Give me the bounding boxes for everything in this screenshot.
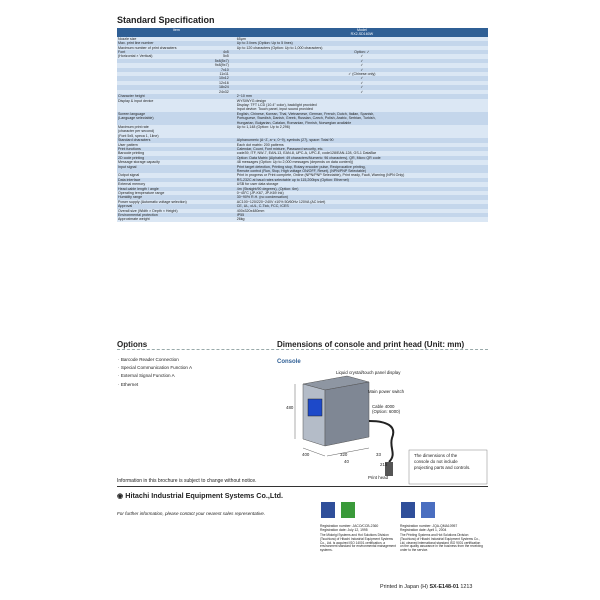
table-cell-item: Font 4x5: [117, 50, 236, 54]
table-cell-value: 400x320x480mm: [236, 209, 488, 213]
company-name: ◉ Hitachi Industrial Equipment Systems Co.,Ltd.: [117, 491, 284, 500]
table-cell-item: Humidity range: [117, 195, 236, 199]
footer-num: 1213: [460, 584, 473, 590]
cert2-reg: Registration number: JQA-QMA10957 Registration date: April 1, 2004: [400, 524, 458, 532]
table-cell-item: External memory: [117, 182, 236, 186]
label-d33: 33: [376, 452, 381, 457]
list-item: · External Signal Function A: [118, 373, 175, 379]
table-cell-value: 0~45°C (JP-K67, JP-K69 Ink): [236, 191, 488, 195]
divider-solid: [117, 486, 488, 487]
table-cell-value: CE, UL, cUL, C-Tick, FCC, ICES: [236, 204, 488, 208]
table-cell-item: 18x24: [117, 85, 236, 89]
table-cell-item: Print functions: [117, 147, 236, 151]
console-side: [325, 382, 369, 446]
jab-logo-icon-2: [401, 502, 415, 518]
hitachi-logo-icon: ◉: [117, 491, 124, 500]
footer: Printed in Japan (H) SX-E148-01 1213: [380, 584, 473, 590]
table-cell-value: USB for user data storage: [236, 182, 488, 186]
cert2-text: The Printing Systems and Hot Solutions Division (Tsuchiura) of Hitachi Industrial Equipment Systems Co., Ltd. cleaned international standard ISO 9001 certification on the quality assurance in the business from the receiving order to the service.: [400, 533, 483, 553]
page-title: Standard Specification: [117, 15, 215, 25]
table-cell-value: 48 messages (Option: Up to 2,000 messages (depends on data content)): [236, 160, 488, 164]
table-row: [117, 112, 488, 125]
table-cell-value: Alphanumeric (A~Z, a~z, 0~9), symbols (27), space: Total 90: [236, 138, 488, 142]
table-cell-value: ✓ (Chinese only): [236, 72, 488, 76]
table-cell-value: RS-232C at baud rates selectable up to 115,200bps (Option: Ethernet): [236, 178, 488, 182]
table-row: [117, 165, 488, 174]
table-cell-value: Up to 1,148 (Option: Up to 2,296): [236, 125, 488, 138]
lcd-screen: [308, 399, 322, 416]
table-cell-value: ✓: [236, 59, 488, 63]
table-cell-value: ✓: [236, 76, 488, 80]
table-cell-value: 30~90% R.H. (no condensation): [236, 195, 488, 199]
table-cell-value: 4m (Straight/90 degrees), (Option: 6m): [236, 187, 488, 191]
table-cell-item: Character height: [117, 94, 236, 98]
table-cell-value: ✓: [236, 68, 488, 72]
table-cell-value: WYSIWYG design Display: TFT LCD (10.4" color), backlight provided Input device: Touch panel, input sound provided: [236, 99, 488, 112]
cable: [369, 421, 393, 462]
contact-text: For further information, please contact your nearest sales representative.: [117, 511, 266, 516]
label-h480: 480: [286, 405, 294, 410]
table-cell-item: 7x10: [117, 68, 236, 72]
header-model: Model: [236, 28, 488, 32]
table-row: [117, 125, 488, 138]
table-cell-item: Approximate weight: [117, 217, 236, 221]
table-cell-value: Each dot matrix: 200 patterns: [236, 143, 488, 147]
table-cell-item: 10x12: [117, 76, 236, 80]
table-cell-item: Barcode printing: [117, 151, 236, 155]
table-cell-value: Up to 120 characters (Option: Up to 1,000 characters): [236, 46, 488, 50]
console-subheading: Console: [277, 359, 301, 365]
table-cell-value: AC100~120/220~240V ±10% 50/60Hz 120VA (AC Inlet): [236, 200, 488, 204]
table-cell-item: 24x32: [117, 90, 236, 94]
table-cell-value: ✓: [236, 85, 488, 89]
table-cell-item: 5x8(5x7): [117, 59, 236, 63]
table-row: [117, 217, 488, 221]
table-cell-item: Input signal: [117, 165, 236, 174]
table-cell-value: Calendar, Count, Font mixture, Password security, etc.: [236, 147, 488, 151]
dimension-note: The dimensions of the console do not include projecting parts and controls.: [414, 453, 471, 470]
table-cell-item: User pattern: [117, 143, 236, 147]
spec-table: [117, 28, 488, 222]
cert1-reg: Registration number: JACO/CCB-2360 Registration date: July 12, 1995: [320, 524, 379, 532]
table-cell-item: Maximum number of print characters: [117, 46, 236, 50]
table-cell-item: 2D code printing: [117, 156, 236, 160]
table-cell-item: Display & input device: [117, 99, 236, 112]
table-cell-value: ✓: [236, 63, 488, 67]
list-item: · Ethernet: [118, 381, 139, 387]
table-cell-value: ✓: [236, 54, 488, 58]
label-lcd: Liquid crystal/touch panel display: [336, 370, 401, 375]
disclaimer: Information in this brochure is subject to change without notice.: [117, 478, 257, 484]
table-cell-value: IP55: [236, 213, 488, 217]
table-cell-item: Operating temperature range: [117, 191, 236, 195]
options-list: [118, 356, 192, 389]
table-cell-value: ✓: [236, 90, 488, 94]
list-item: · Barcode Reader Connection: [118, 357, 179, 362]
list-item: · Special Communication Function A: [118, 365, 193, 371]
table-cell-value: Print in progress or Print complete, Online (NPN/PNP Selectable), Print ready, Fault, Warning (NPN Only): [236, 173, 488, 177]
label-w400: 400: [302, 452, 310, 457]
table-cell-item: Screen language (Language selectable): [117, 112, 236, 125]
table-cell-item: 12x16: [117, 81, 236, 85]
table-cell-item: Max. print line number: [117, 41, 236, 45]
table-cell-item: Approval: [117, 204, 236, 208]
table-cell-item: (Horizontal × Vertical) 5x5: [117, 54, 236, 58]
iso9001-logo-icon: [421, 502, 435, 518]
label-d320: 320: [340, 452, 348, 457]
table-cell-item: 9x8(9x7): [117, 63, 236, 67]
table-cell-item: Overall size (Width × Depth × Height): [117, 209, 236, 213]
table-cell-item: Nozzle size: [117, 37, 236, 41]
table-cell-value: Option: ✓: [236, 50, 488, 54]
dimensions-heading: Dimensions of console and print head (Unit: mm): [277, 340, 465, 349]
table-cell-item: Head cable length / angle: [117, 187, 236, 191]
table-cell-value: 2~10 mm: [236, 94, 488, 98]
table-row: [117, 99, 488, 112]
table-cell-value: ✓: [236, 81, 488, 85]
label-d215: 215: [380, 462, 388, 467]
jab-logo-icon: [321, 502, 335, 518]
label-cable: Cable 4000 (Option: 6000): [372, 404, 401, 414]
table-cell-item: Message storage capacity: [117, 160, 236, 164]
table-cell-value: 26kg: [236, 217, 488, 221]
table-cell-item: Output signal: [117, 173, 236, 177]
options-heading: Options: [117, 340, 148, 349]
table-cell-item: Maximum print rate (character per second) (Font 5x5, speca 1, 1line): [117, 125, 236, 138]
table-cell-item: Environmental protection: [117, 213, 236, 217]
table-cell-item: 11x11: [117, 72, 236, 76]
label-power: Main power switch: [368, 389, 405, 394]
table-cell-value: English, Chinese, Korean, Thai, Vietnamese, German, French, Dutch, Italian, Spanish, Portuguese, Swedish, Danish, Greek, Russian, Czech, Polish, Arabic, Serbian, Turkish, Hungarian, Bulgarian, Catalan, Romanian, Finnish, Norwegian available: [236, 112, 488, 125]
table-cell-value: Print target detection, Printing stop, Rotary encoder pulse, Reciprocative printing, Remote control (Run, Stop, High voltage ON/OFF, Reset), (NPN/PNP Selectable): [236, 165, 488, 174]
table-cell-value: code39, ITF, NW-7, EAN-13, EAN-8, UPC-A, UPC-E, code128/EAN-128, GS-1 DataBar: [236, 151, 488, 155]
table-cell-item: Standard characters: [117, 138, 236, 142]
dim-line-depth: [327, 448, 369, 456]
table-cell-item: Power supply (Automatic voltage selection): [117, 200, 236, 204]
cert1-text: The Midorigi Systems and Hot Solutions Division (Tsuchiura) of Hitachi Industrial Equipment Systems Co., Ltd. is acquired ISO 14001 certification, a environment standard for environmental management systems.: [320, 533, 396, 553]
table-cell-item: Data interface: [117, 178, 236, 182]
footer-code: SX-E148-01: [429, 584, 459, 590]
label-d40: 40: [344, 459, 349, 464]
table-cell-value: 65μm: [236, 37, 488, 41]
header-model-name: RX2-SD160W: [236, 32, 488, 36]
header-item: Item: [117, 28, 236, 37]
label-print-head: Print head: [368, 475, 389, 480]
divider: [117, 349, 488, 350]
iso14001-logo-icon: [341, 502, 355, 518]
table-cell-value: Option: Data Matrix (Alphabet: 49 characters/Numeric: 96 characters), QR, Micro QR code: [236, 156, 488, 160]
table-cell-value: Up to 3 lines (Option: Up to 5 lines): [236, 41, 488, 45]
